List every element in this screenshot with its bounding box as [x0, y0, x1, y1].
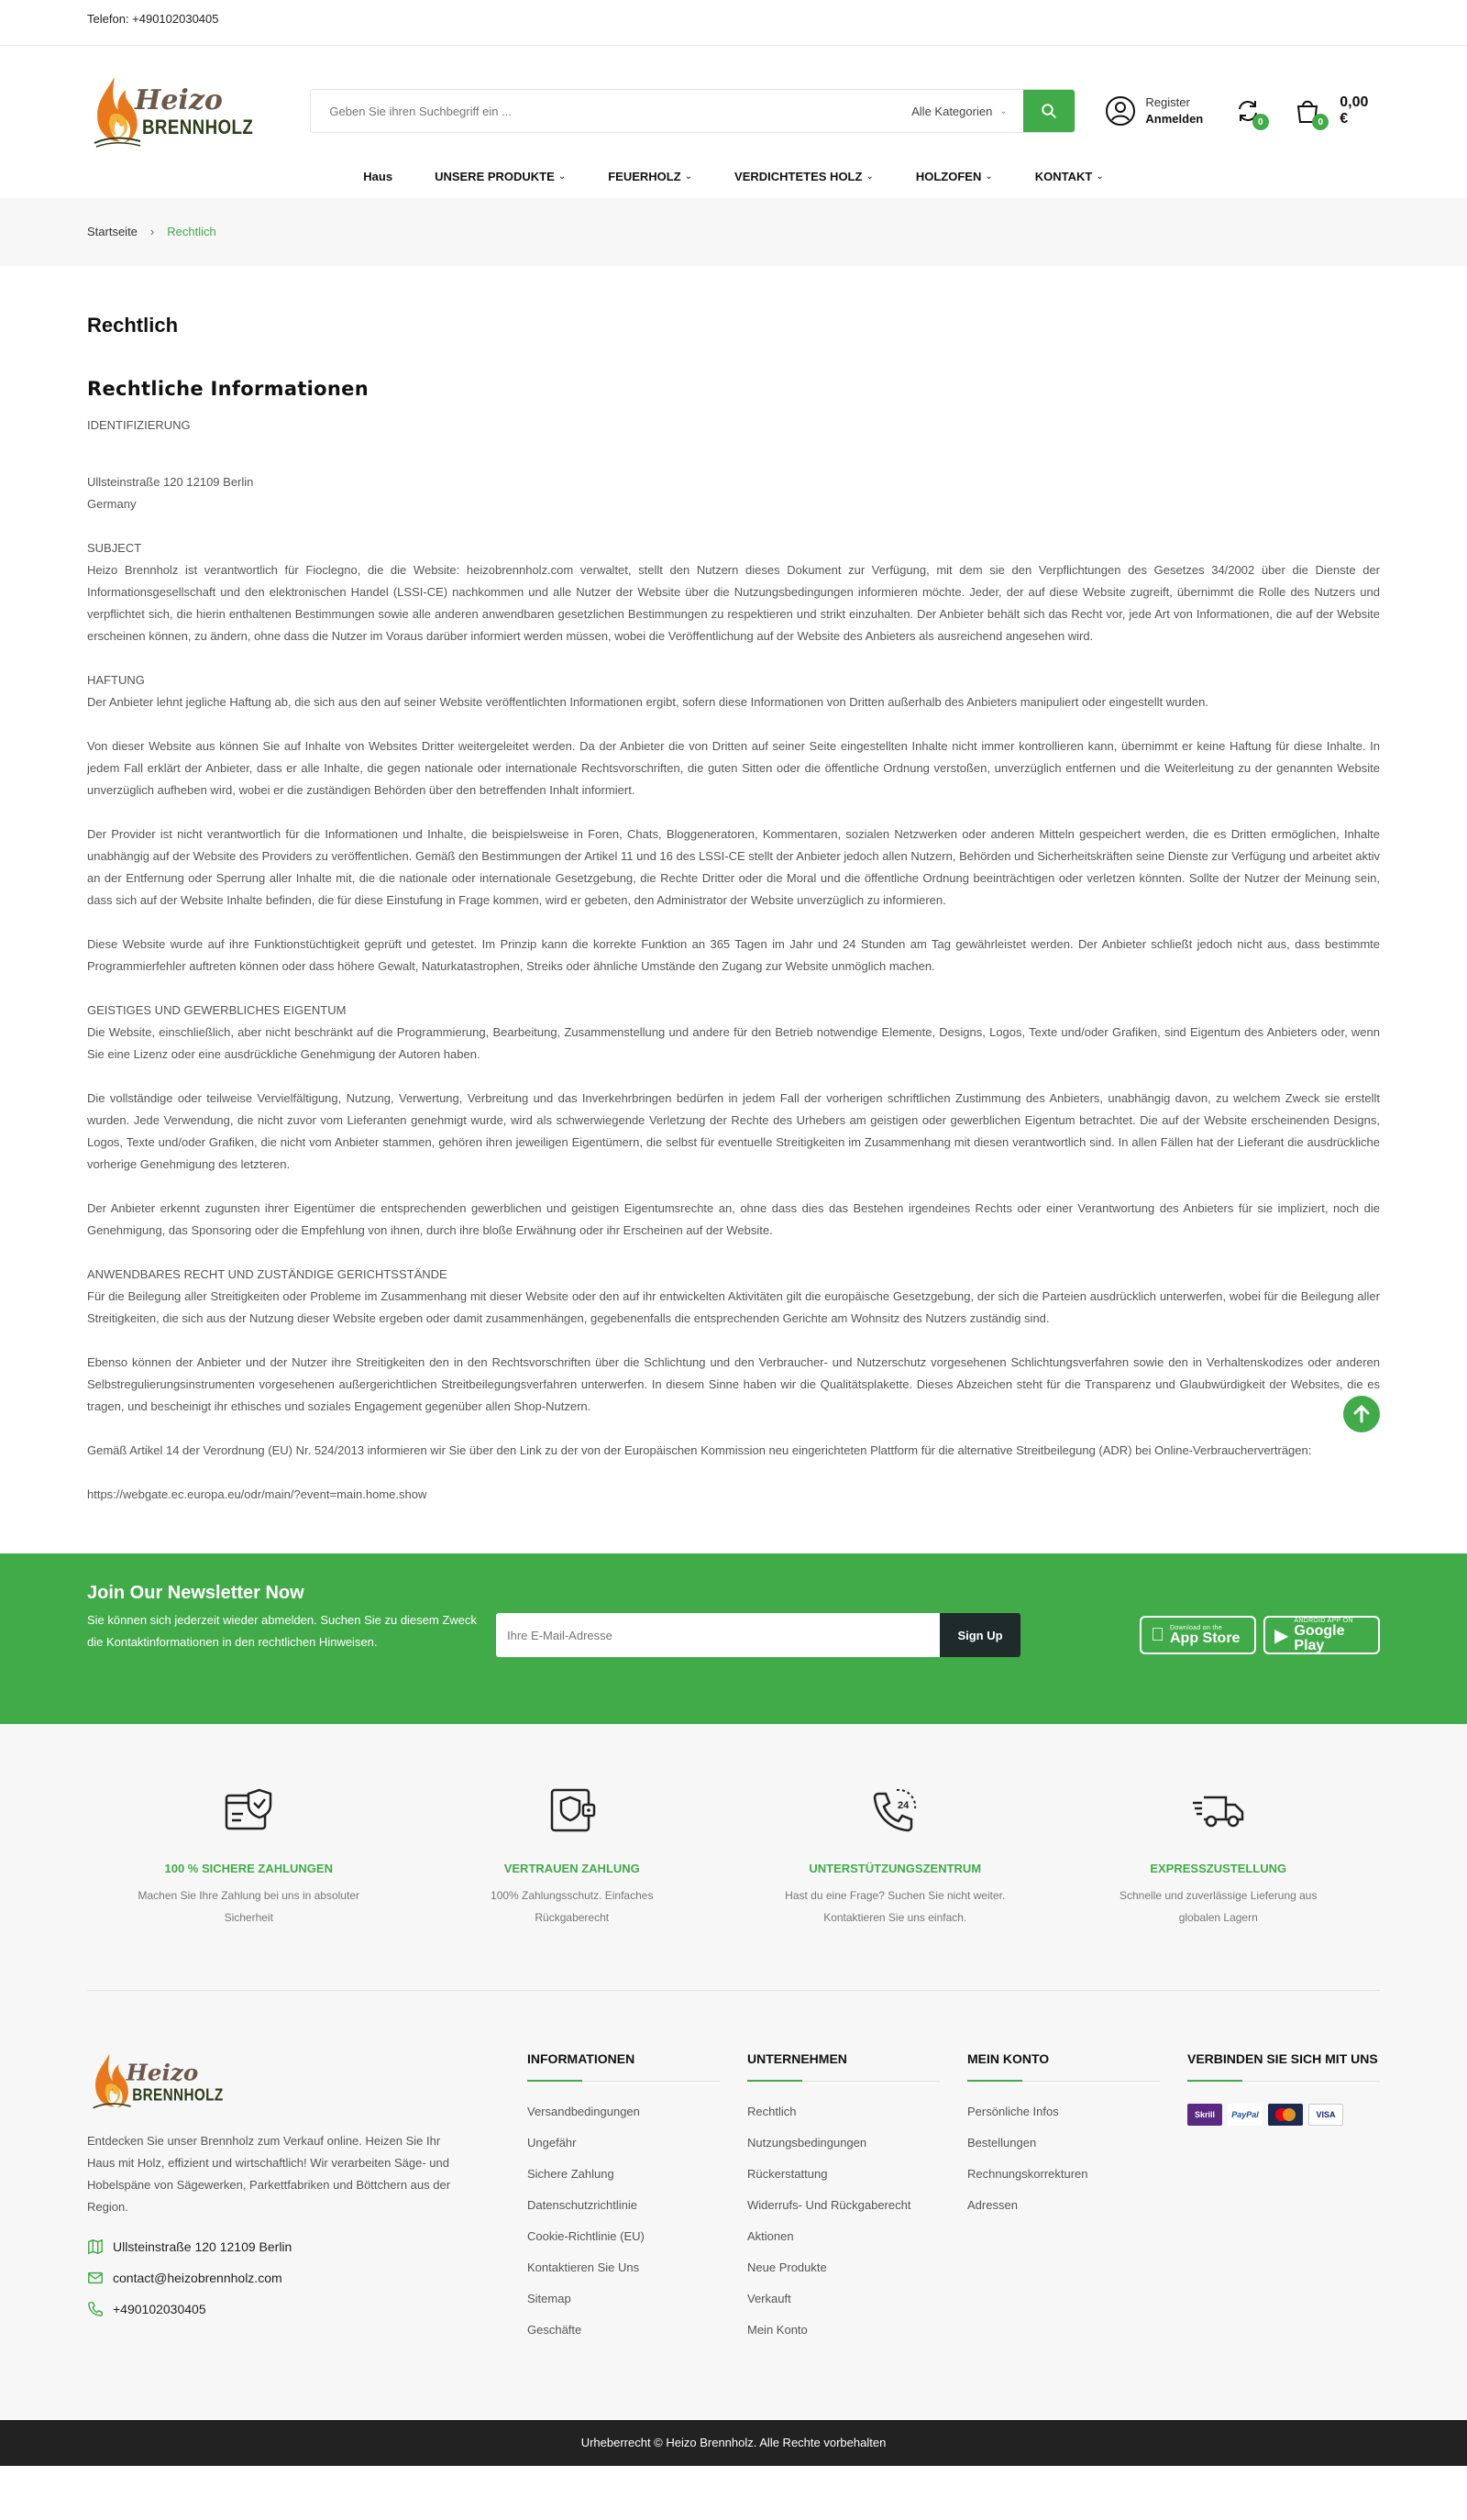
- footer-link[interactable]: Kontaktieren Sie Uns: [527, 2260, 640, 2274]
- odr-link[interactable]: https://webgate.ec.europa.eu/odr/main/?event=main.home.show: [87, 1487, 427, 1501]
- search-icon: [1041, 103, 1057, 119]
- law-paragraph: [87, 1264, 1380, 1330]
- site-logo[interactable]: [87, 70, 254, 152]
- footer-col-company: [747, 2048, 967, 2346]
- cart-total[interactable]: 0,00 €: [1340, 94, 1369, 127]
- paypal-icon: PayPal: [1228, 2104, 1263, 2126]
- user-icon: [1105, 95, 1136, 127]
- footer-contact: [87, 2231, 527, 2325]
- cart-button[interactable]: [1293, 95, 1323, 127]
- chevron-down-icon: ⌄: [999, 105, 1008, 116]
- chevron-right-icon: ›: [149, 225, 155, 238]
- google-play-button[interactable]: [1263, 1616, 1380, 1654]
- search-button[interactable]: [1023, 90, 1075, 132]
- mail-icon: [87, 2270, 104, 2286]
- footer-email-text: contact@heizobrennholz.com: [113, 2271, 282, 2285]
- feature-text: Hast du eine Frage? Suchen Sie nicht weiter. Kontaktieren Sie uns einfach.: [785, 1889, 1006, 1924]
- footer-col-title: UNTERNEHMEN: [747, 2048, 940, 2082]
- nav-label: KONTAKT: [1034, 169, 1093, 183]
- map-icon: [87, 2238, 104, 2255]
- footer-col-social: [1187, 2048, 1380, 2346]
- feature-title: 100 % SICHERE ZAHLUNGEN: [164, 1862, 333, 1875]
- scroll-to-top-icon[interactable]: [1343, 1396, 1380, 1432]
- liability-paragraph: [87, 669, 1380, 713]
- footer-col-title: VERBINDEN SIE SICH MIT UNS: [1187, 2048, 1380, 2082]
- footer-link[interactable]: Persönliche Infos: [967, 2105, 1059, 2118]
- nav-label: UNSERE PRODUKTE: [435, 169, 555, 183]
- subject-label: SUBJECT: [87, 541, 142, 555]
- chevron-down-icon: ⌄: [1096, 171, 1104, 182]
- ip-text-3: Der Anbieter erkennt zugunsten ihrer Eigentümer die entsprechenden gewerblichen und geistigen Eigentumsrechte an, ohne dass dies das Bestehen irgendeines Rechts oder einer Verantwortung des Anbieters für sie impliziert, noch die Genehmigung, das Sponsoring oder die Empfehlung von ihnen, durch ihre bloße Erwähnung oder ihr Erscheinen auf der Website.: [87, 1201, 1380, 1237]
- payment-icons: [1187, 2104, 1380, 2126]
- footer-email[interactable]: [87, 2262, 527, 2293]
- page-title: Rechtlich: [87, 314, 179, 337]
- feature-text: Schnelle und zuverlässige Lieferung aus globalen Lagern: [1120, 1889, 1318, 1924]
- footer-logo-text-1: Heizo: [126, 2060, 199, 2086]
- features-section: [0, 1724, 1467, 1990]
- footer-logo-text-2: BRENNHOLZ: [132, 2085, 224, 2105]
- address-block: [87, 471, 1380, 515]
- copyright: Urheberrecht © Heizo Brennholz. Alle Rechte vorbehalten: [0, 2420, 1467, 2466]
- law-text-1: Für die Beilegung aller Streitigkeiten oder Probleme im Zusammenhang mit dieser Website oder den auf ihr entwickelten Aktivitäten gilt die europäische Gesetzgebung, der sich die Parteien ausdrücklich unterwerfen, wobei für die Beilegung aller Streitigkeiten, die sich aus der Nutzung dieser Website ergeben oder damit zusammenhängen, gegebenenfalls die entsprechenden Gerichte am Wohnsitz des Nutzers zuständig sind.: [87, 1289, 1380, 1325]
- register-link[interactable]: Register: [1145, 95, 1190, 109]
- topbar: [0, 0, 1467, 46]
- ip-paragraph: [87, 1000, 1380, 1066]
- footer-phone-text: +490102030405: [113, 2302, 206, 2316]
- identification-label: IDENTIFIZIERUNG: [87, 418, 191, 432]
- feature-secure-payment: [87, 1786, 411, 1929]
- visa-icon: VISA: [1308, 2104, 1343, 2126]
- footer-col-info: [527, 2048, 747, 2346]
- newsletter-title: Join Our Newsletter Now: [87, 1583, 304, 1603]
- chevron-down-icon: ⌄: [557, 171, 567, 182]
- skrill-icon: Skrill: [1187, 2104, 1222, 2126]
- newsletter-text: Sie können sich jederzeit wieder abmelden. Suchen Sie zu diesem Zweck die Kontaktinformationen in den rechtlichen Hinweisen.: [87, 1613, 477, 1649]
- compare-count-badge: 0: [1252, 114, 1269, 130]
- footer-col-account: [967, 2048, 1187, 2346]
- footer-link[interactable]: Sitemap: [527, 2292, 571, 2305]
- footer-link[interactable]: Rückerstattung: [747, 2167, 828, 2181]
- nav-label: FEUERHOLZ: [608, 169, 681, 183]
- app-store-button[interactable]: [1140, 1616, 1256, 1654]
- footer-phone[interactable]: [87, 2293, 527, 2325]
- footer-link[interactable]: Bestellungen: [967, 2136, 1037, 2150]
- liability-text-2: Von dieser Website aus können Sie auf Inhalte von Websites Dritter weitergeleitet werden. Da der Anbieter die von Dritten auf seiner Seite eingestellten Inhalte nicht immer kontrollieren kann, übernimmt er keine Haftung für diese Inhalte. In jedem Fall erklärt der Anbieter, dass er alle Inhalte, die gegen nationale oder internationale Rechtsvorschriften, die guten Sitten oder die öffentliche Ordnung verstoßen, unverzüglich entfernen und die Weiterleitung zu der genannten Website unverzüglich aufheben wird, wobei er die zuständigen Behörden über den betreffenden Inhalt informiert.: [87, 739, 1380, 797]
- compare-button[interactable]: [1232, 95, 1263, 127]
- topbar-phone: Telefon: +490102030405: [87, 12, 219, 26]
- liability-text-1: Der Anbieter lehnt jegliche Haftung ab, die sich aus den auf seiner Website veröffentlichten Informationen ergibt, sofern diese Informationen von Dritten außerhalb des Anbieters manipuliert oder eingestellt wurden.: [87, 695, 1208, 709]
- search-input[interactable]: [311, 90, 895, 132]
- ip-text-2: Die vollständige oder teilweise Vervielfältigung, Nutzung, Verwertung, Verbreitung und das Inverkehrbringen bedürfen in jedem Fall der vorherigen schriftlichen Zustimmung des Anbieters, unabhängig davon, zu welchem Zweck sie erstellt wurden. Jede Verwendung, die nicht zuvor vom Lieferanten genehmigt wurde, wird als schwerwiegende Verletzung der Rechte des Urhebers am geistigen oder gewerblichen Eigentum betrachtet. Die auf der Website erscheinenden Designs, Logos, Texte und/oder Grafiken, die nicht vom Anbieter stammen, gehören ihren jeweiligen Eigentümern, die selbst für eventuelle Streitigkeiten im Zusammenhang mit diesen verantwortlich sind. In allen Fällen hat der Lieferant die ausdrückliche vorherige Genehmigung des letzteren.: [87, 1091, 1380, 1171]
- newsletter-email-input[interactable]: [496, 1613, 940, 1657]
- svg-text:24: 24: [898, 1800, 910, 1811]
- footer-col-title: INFORMATIONEN: [527, 2048, 720, 2082]
- breadcrumb-home[interactable]: Startseite: [87, 225, 138, 238]
- footer-link[interactable]: Sichere Zahlung: [527, 2167, 614, 2181]
- feature-trust-payment: [411, 1786, 734, 1929]
- google-play-label: Google Play: [1294, 1622, 1345, 1653]
- feature-text: 100% Zahlungsschutz. Einfaches Rückgaberecht: [491, 1889, 654, 1924]
- footer-link[interactable]: Verkauft: [747, 2292, 791, 2305]
- breadcrumb: [0, 198, 1467, 266]
- feature-support: [734, 1786, 1057, 1929]
- nav-label: HOLZOFEN: [915, 169, 982, 183]
- footer-link[interactable]: Mein Konto: [747, 2323, 808, 2337]
- main-content: [0, 266, 1467, 1506]
- footer-link[interactable]: Ungefähr: [527, 2136, 577, 2150]
- law-text-2: Ebenso können der Anbieter und der Nutzer ihre Streitigkeiten den in den Rechtsvorschriften über die Schlichtung und den Verbraucher- und Nutzerschutz vorgesehenen Schlichtungsverfahren sowie den in Verhaltenskodizes oder anderen Selbstregulierungsinstrumenten vorgesehenen außergerichtlichen Streitbeilegungsverfahren unterwerfen. In diesem Sinne haben wir die Qualitätsplakette. Dieses Abzeichen steht für die Transparenz und Glaubwürdigkeit der Websites, die es tragen, und bescheinigt ihr ethisches und soziales Engagement gegenüber allen Shop-Nutzern.: [87, 1355, 1380, 1413]
- feature-title: EXPRESSZUSTELLUNG: [1150, 1862, 1287, 1875]
- footer-link[interactable]: Widerrufs- Und Rückgaberecht: [747, 2198, 911, 2212]
- address-line-1: Ullsteinstraße 120 12109 Berlin: [87, 475, 254, 489]
- footer-link[interactable]: Geschäfte: [527, 2323, 582, 2337]
- liability-label: HAFTUNG: [87, 673, 145, 687]
- footer-logo[interactable]: [87, 2048, 224, 2105]
- feature-text: Machen Sie Ihre Zahlung bei uns in absoluter Sicherheit: [138, 1889, 359, 1924]
- law-label: ANWENDBARES RECHT UND ZUSTÄNDIGE GERICHTSSTÄNDE: [87, 1267, 447, 1281]
- chevron-down-icon: ⌄: [985, 171, 993, 182]
- truck-icon: [1191, 1786, 1246, 1834]
- address-line-2: Germany: [87, 497, 137, 511]
- feature-title: UNTERSTÜTZUNGSZENTRUM: [809, 1862, 982, 1875]
- footer-link[interactable]: Cookie-Richtlinie (EU): [527, 2229, 645, 2243]
- cart-count-badge: 0: [1312, 114, 1329, 130]
- flame-icon: [87, 70, 142, 152]
- subject-paragraph: [87, 537, 1380, 647]
- google-play-small: ANDROID APP ON: [1294, 1617, 1353, 1624]
- footer-col-title: MEIN KONTO: [967, 2048, 1160, 2082]
- nav-label: Haus: [363, 169, 393, 183]
- logo-text-2: BRENNHOLZ: [142, 116, 254, 138]
- footer-link[interactable]: Rechtlich: [747, 2105, 797, 2118]
- footer-link[interactable]: Aktionen: [747, 2229, 794, 2243]
- app-store-label: App Store: [1156, 1630, 1227, 1646]
- ip-text-1: Die Website, einschließlich, aber nicht beschränkt auf die Programmierung, Bearbeitung, Zusammenstellung und andere für den Betrieb notwendige Elemente, Designs, Logos, Texte und/oder Grafiken, sind Eigentum des Anbieters oder, wenn Sie eine Lizenz oder eine ausdrückliche Genehmigung der Autoren haben.: [87, 1025, 1380, 1061]
- feature-title: VERTRAUEN ZAHLUNG: [503, 1862, 640, 1875]
- nav-label: VERDICHTETES HOLZ: [734, 169, 863, 183]
- law-text-3: Gemäß Artikel 14 der Verordnung (EU) Nr. 524/2013 informieren wir Sie über den Link zu der von der Europäischen Kommission neu eingerichteten Plattform für die alternative Streitbeilegung (ADR) bei Online-Verbraucherverträgen:: [87, 1443, 1312, 1457]
- footer-link[interactable]: Datenschutzrichtlinie: [527, 2198, 637, 2212]
- footer-link[interactable]: Nutzungsbedingungen: [747, 2136, 867, 2150]
- logo-text-1: Heizo: [135, 84, 223, 116]
- footer-link[interactable]: Adressen: [967, 2198, 1018, 2212]
- section-title: Rechtliche Informationen: [87, 378, 369, 400]
- newsletter-section: [0, 1553, 1467, 1724]
- signup-button[interactable]: Sign Up: [940, 1613, 1020, 1657]
- shield-wallet-icon: [546, 1786, 598, 1834]
- ip-label: GEISTIGES UND GEWERBLICHES EIGENTUM: [87, 1003, 347, 1017]
- footer-link[interactable]: Versandbedingungen: [527, 2105, 640, 2118]
- account-link[interactable]: [1105, 94, 1203, 127]
- phone-icon: [87, 2301, 104, 2317]
- app-links: [1140, 1616, 1380, 1654]
- footer: [0, 1990, 1467, 2420]
- footer-link[interactable]: Neue Produkte: [747, 2260, 827, 2274]
- header: [0, 46, 1467, 176]
- breadcrumb-current: Rechtlich: [167, 225, 216, 238]
- login-link[interactable]: Anmelden: [1145, 112, 1204, 126]
- footer-link[interactable]: Rechnungskorrekturen: [967, 2167, 1088, 2181]
- mastercard-icon: [1268, 2104, 1303, 2126]
- phone-24-icon: [869, 1786, 921, 1834]
- search-bar: [310, 89, 1075, 133]
- liability-text-3: Der Provider ist nicht verantwortlich für die Informationen und Inhalte, die beispielsweise in Foren, Chats, Bloggeneratoren, Kommentaren, sozialen Netzwerken oder anderen Mitteln gespeichert werden, die es Dritten ermöglichen, Inhalte unabhängig auf der Website des Providers zu veröffentlichen. Gemäß den Bestimmungen der Artikel 11 und 16 des LSSI-CE stellt der Anbieter jedoch allen Nutzern, Behörden und Sicherheitskräften seine Dienste zur Verfügung und arbeitet aktiv an der Entfernung oder Sperrung aller Inhalte mit, die die nationale oder internationale Gesetzgebung, die Rechte Dritter oder die Moral und die öffentliche Ordnung beeinträchtigen oder verletzen könnten. Sollte der Nutzer der Meinung sein, dass sich auf der Website Inhalte befinden, die für diese Einstufung in Frage kommen, wird er gebeten, den Administrator der Website unverzüglich zu informieren.: [87, 827, 1380, 907]
- category-select-value: Alle Kategorien: [911, 104, 993, 118]
- apple-icon: [1151, 1625, 1164, 1646]
- app-store-small: Download on the: [1156, 1624, 1209, 1631]
- play-icon: ▶: [1274, 1625, 1289, 1646]
- liability-text-4: Diese Website wurde auf ihre Funktionstüchtigkeit geprüft und getestet. Im Prinzip kann die korrekte Funktion an 365 Tagen im Jahr und 24 Stunden am Tag gewährleistet werden. Der Anbieter schließt jedoch nicht aus, dass bestimmte Programmierfehler auftreten können oder dass höhere Gewalt, Naturkatastrophen, Streiks oder ähnliche Umstände den Zugang zur Website unmöglich machen.: [87, 937, 1380, 973]
- chevron-down-icon: ⌄: [866, 171, 874, 182]
- newsletter-form: [496, 1613, 1020, 1657]
- footer-about: Entdecken Sie unser Brennholz zum Verkauf online. Heizen Sie Ihr Haus mit Holz, effizient und wirtschaftlich! Wir verarbeiten Säge- und Hobelspäne von Sägewerken, Parkettfabriken und Böttchern aus der Region.: [87, 2134, 451, 2214]
- category-select[interactable]: [895, 90, 1023, 132]
- footer-address: [87, 2231, 527, 2262]
- subject-text: Heizo Brennholz ist verantwortlich für Fioclegno, die die Website: heizobrennholz.com verwaltet, stellt den Nutzern dieses Dokument zur Verfügung, mit dem sie den Verpflichtungen des Gesetzes 34/2002 über die Dienste der Informationsgesellschaft und den elektronischen Handel (LSSI-CE) nachkommen und alle Nutzer der Website über die Nutzungsbedingungen informieren möchte. Jeder, der auf diese Website zugreift, übernimmt die Rolle des Nutzers und verpflichtet sich, die hierin enthaltenen Bestimmungen sowie alle anderen anwendbaren gesetzlichen Bestimmungen zu respektieren und strikt einzuhalten. Der Anbieter behält sich das Recht vor, jede Art von Informationen, die auf der Website erscheinen können, zu ändern, ohne dass die Nutzer im Voraus darüber informiert werden müssen, wobei die Veröffentlichung auf der Website des Anbieters als ausreichend angesehen wird.: [87, 563, 1380, 643]
- feature-express: [1057, 1786, 1381, 1929]
- chevron-down-icon: ⌄: [684, 171, 693, 182]
- wallet-shield-icon: [223, 1786, 274, 1834]
- footer-address-text: Ullsteinstraße 120 12109 Berlin: [113, 2239, 292, 2254]
